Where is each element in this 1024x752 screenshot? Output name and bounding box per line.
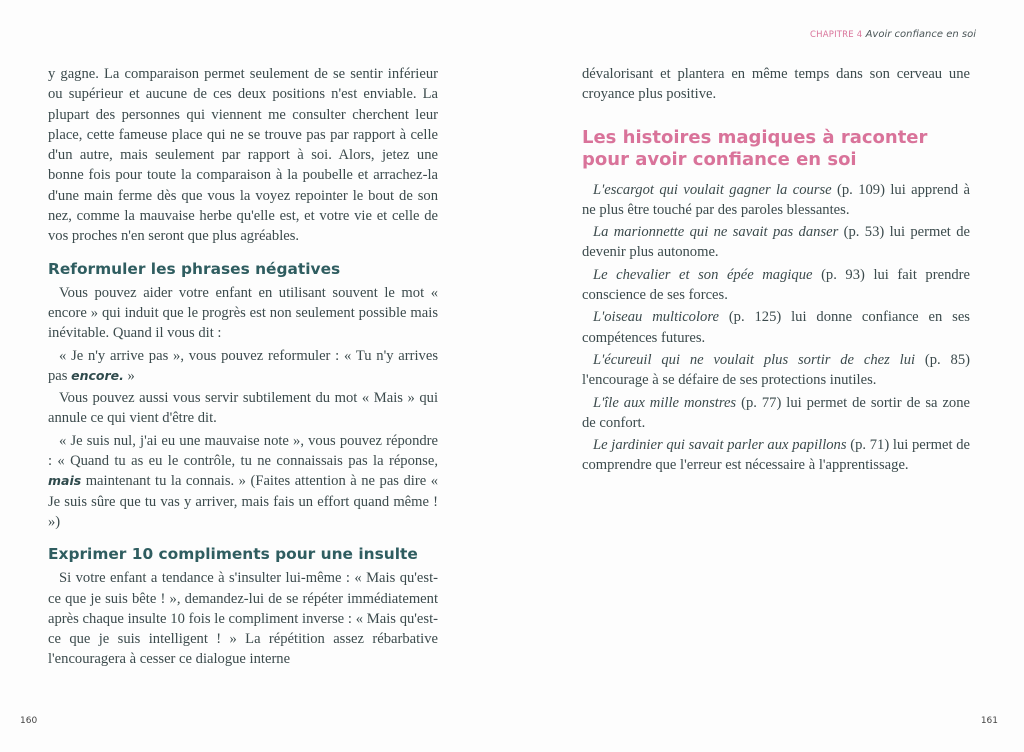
running-head-title: Avoir confiance en soi: [865, 29, 976, 40]
story-description: lui permet de sortir de sa zone de confort.: [582, 394, 970, 431]
page-number-right: 161: [980, 716, 998, 726]
paragraph: Si votre enfant a tendance à s'insulter lui-même : « Mais qu'est-ce que je suis bête ! », demandez-lui de se répéter immédiatement après chaque insulte 10 fois le compliment inverse : « Mais qu'est-ce que je suis intelligent ! » La répétition assez rébarbative l'encouragera à cesser ce dialogue interne: [48, 570, 438, 668]
paragraph: [48, 346, 438, 387]
intro-paragraph: y gagne. La comparaison permet seulement de se sentir inférieur ou supérieur et aucune de ces deux positions n'est enviable. La plupart des personnes qui viennent me consulter cherchent leur place, cette fameuse place qui ne se trouve pas par rapport à celle d'un autre, mais seulement par rapport à soi. Alors, jetez une bonne fois pour toute la comparaison à la poubelle et arrachez-la d'une main ferme dès que vous la voyez repointer le bout de son nez, comme la mauvaise herbe qu'elle est, et votre vie et celle de vos proches n'en seront que plus agréables.: [48, 66, 438, 245]
story-item: [582, 265, 970, 306]
story-title: L'oiseau multicolore: [593, 309, 719, 326]
story-title: L'écureuil qui ne voulait plus sortir de chez lui: [593, 351, 916, 368]
story-description: lui donne confiance en ses compétences futures.: [582, 309, 970, 346]
story-item: [582, 222, 970, 263]
story-page-ref: (p. 71): [846, 437, 893, 454]
story-page-ref: (p. 77): [736, 394, 787, 411]
story-page-ref: (p. 125): [718, 309, 792, 326]
text: maintenant tu la connais. » (Faites attention à ne pas dire « Je suis sûre que tu vas y arriver, mais fais un effort quand même ! »): [48, 473, 438, 530]
story-item: [582, 180, 970, 221]
text: « Je suis nul, j'ai eu une mauvaise note », vous pouvez répondre : « Quand tu as eu le contrôle, tu ne connaissais pas la réponse,: [48, 432, 438, 470]
continuation-paragraph: dévalorisant et plantera en même temps dans son cerveau une croyance plus positive.: [582, 66, 970, 103]
text: « Je n'y arrive pas », vous pouvez reformuler : « Tu n'y arrives pas: [48, 347, 438, 384]
story-page-ref: (p. 53): [838, 224, 890, 241]
story-description: l'encourage à se défaire de ses protections inutiles.: [582, 372, 877, 389]
story-page-ref: (p. 93): [812, 266, 874, 283]
emphasis-mais: mais: [48, 473, 82, 489]
running-head: [810, 29, 976, 40]
story-description: lui permet de devenir plus autonome.: [582, 224, 970, 261]
emphasis-encore: encore.: [71, 367, 124, 383]
heading-line-2: pour avoir confiance en soi: [582, 148, 857, 170]
story-item: [582, 435, 970, 476]
story-title: Le jardinier qui savait parler aux papillons: [593, 437, 847, 454]
story-item: [582, 350, 970, 391]
text: »: [123, 367, 135, 384]
story-title: La marionnette qui ne savait pas danser: [593, 224, 839, 241]
story-description: lui permet de comprendre que l'erreur est nécessaire à l'apprentissage.: [582, 437, 970, 474]
page-number-left: 160: [20, 716, 38, 726]
story-item: [582, 393, 970, 434]
section-heading-exprimer: Exprimer 10 compliments pour une insulte: [48, 545, 418, 564]
left-text-column: [48, 64, 438, 670]
running-head-chapter: CHAPITRE 4: [810, 30, 863, 40]
story-page-ref: (p. 85): [915, 351, 970, 368]
section-heading-reformuler: Reformuler les phrases négatives: [48, 259, 341, 278]
story-item: [582, 307, 970, 348]
paragraph: [48, 431, 438, 532]
story-title: L'escargot qui voulait gagner la course: [593, 181, 832, 198]
paragraph: Vous pouvez aussi vous servir subtilement du mot « Mais » qui annule ce qui vient d'être dit.: [48, 390, 438, 427]
section-heading-histoires: [582, 127, 970, 171]
story-description: lui apprend à ne plus être touché par des paroles blessantes.: [582, 181, 970, 218]
right-text-column: [582, 64, 970, 476]
story-description: lui fait prendre conscience de ses forces.: [582, 266, 970, 304]
stories-list: [582, 180, 970, 476]
story-title: L'île aux mille monstres: [593, 394, 737, 411]
story-title: Le chevalier et son épée magique: [593, 266, 813, 283]
heading-line-1: Les histoires magiques à raconter: [582, 126, 928, 148]
story-page-ref: (p. 109): [831, 181, 891, 198]
right-page: [512, 0, 1024, 752]
paragraph: Vous pouvez aider votre enfant en utilisant souvent le mot « encore » qui induit que le progrès est non seulement possible mais inévitable. Quand il vous dit :: [48, 284, 438, 342]
